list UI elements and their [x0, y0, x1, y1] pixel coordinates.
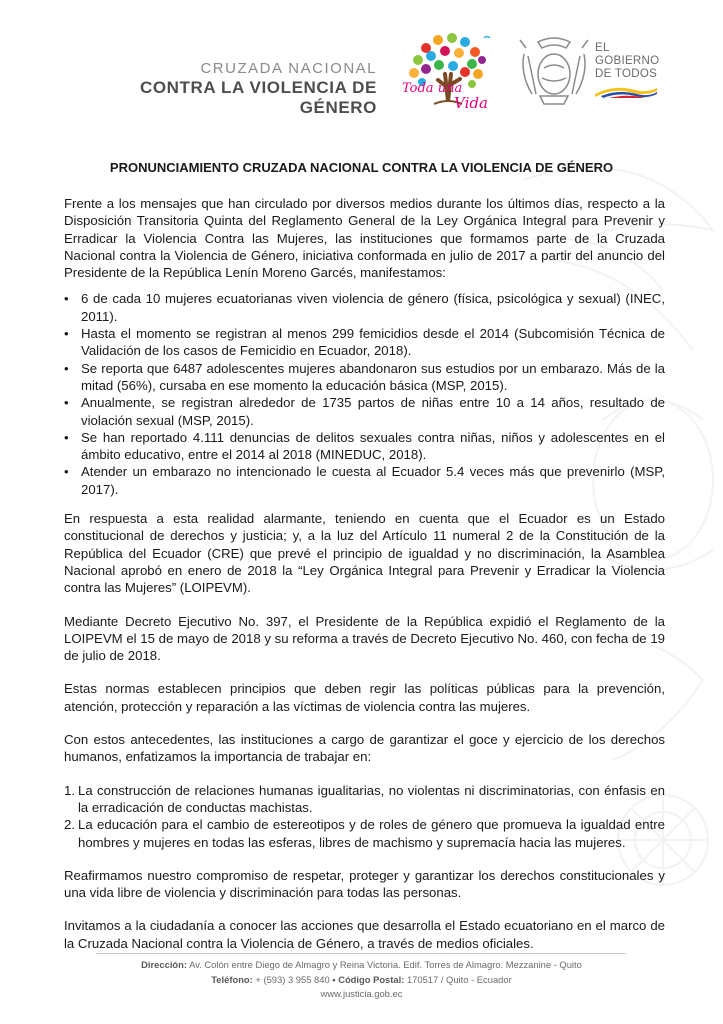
list-item: • 6 de cada 10 mujeres ecuatorianas viven violencia de género (física, psicológica y sexual) (INEC, 2011).: [64, 290, 665, 325]
postal-text: 170517 / Quito - Ecuador: [406, 973, 512, 985]
gov-line-2: GOBIERNO: [595, 55, 660, 67]
decree-paragraph: Mediante Decreto Ejecutivo No. 397, el Presidente de la República expidió el Reglamento de la LOIPEVM el 15 de mayo de 2018 y su reforma a través de Decreto Ejecutivo No. 460, con fecha de 19 de julio de 2018.: [64, 613, 665, 664]
toda-una-vida-logo: [398, 26, 498, 116]
list-item: • Se han reportado 4.111 denuncias de delitos sexuales contra niñas, niños y adolescentes en el ámbito educativo, entre el 2014 al 2018 (MINEDUC, 2018).: [64, 429, 665, 464]
statistics-list: [64, 290, 665, 498]
footer-website[interactable]: www.justicia.gob.ec: [320, 988, 403, 999]
list-item: • Se reporta que 6487 adolescentes mujeres abandonaron sus estudios por un embarazo. Más de la mitad (56%), cursaba en ese momento la educación básica (MSP, 2015).: [64, 360, 665, 395]
antecedents-paragraph: Con estos antecedentes, las instituciones a cargo de garantizar el goce y ejercicio de los derechos humanos, enfatizamos la importancia de trabajar en:: [64, 732, 665, 765]
list-item: • Atender un embarazo no intencionado le cuesta al Ecuador 5.4 veces más que prevenirlo (MSP, 2017).: [64, 463, 665, 498]
invite-paragraph: Invitamos a la ciudadanía a conocer las acciones que desarrolla el Estado ecuatoriano en el marco de la Cruzada Nacional contra la Violencia de Género, a través de medios oficiales.: [64, 918, 665, 951]
page-title: PRONUNCIAMIENTO CRUZADA NACIONAL CONTRA LA VIOLENCIA DE GÉNERO: [109, 160, 614, 175]
flag-ribbon-icon: [595, 86, 657, 98]
reaffirm-paragraph: Reafirmamos nuestro compromiso de respetar, proteger y garantizar los derechos constitucionales y una vida libre de violencia y discriminación para todas las personas.: [64, 867, 665, 901]
footer-address-line: [60, 958, 663, 973]
cruzada-brand: [112, 60, 377, 118]
footer-contact-line: [60, 973, 663, 988]
phone-text: + (593) 3 955 840: [255, 973, 330, 985]
page-footer: [60, 958, 663, 1002]
footer-separator: •: [332, 973, 336, 985]
brand-line-1: CRUZADA NACIONAL: [200, 60, 377, 77]
response-paragraph: En respuesta a esta realidad alarmante, teniendo en cuenta que el Ecuador es un Estado constitucional de derechos y justicia; y, a la luz del Artículo 11 numeral 2 de la Constitución de la República del Ecuador (CRE) que prevé el principio de igualdad y no discriminación, la Asamblea Nacional aprobó en enero de 2018 la “Ley Orgánica Integral para Prevenir y Erradicar la Violencia contra las Mujeres” (LOIPEVM).: [64, 511, 665, 596]
list-item-text: La construcción de relaciones humanas igualitarias, no violentas ni discriminatorias, con énfasis en la erradicación de conductas machistas.: [78, 782, 665, 815]
list-number: 2.: [64, 817, 75, 833]
list-item: • Hasta el momento se registran al menos 299 femicidios desde el 2014 (Subcomisión Técnica de Validación de los casos de Femicidio en Ecuador, 2018).: [64, 325, 665, 360]
logo-text-vida: Vida: [454, 94, 488, 112]
document-body: [64, 195, 665, 968]
address-label: Dirección:: [141, 959, 188, 970]
brand-line-2: CONTRA LA VIOLENCIA DE GÉNERO: [139, 78, 377, 117]
address-text: Av. Colón entre Diego de Almagro y Reina Victoria. Edif. Torres de Almagro. Mezzanine - Quito: [189, 959, 582, 970]
ecuador-coat-of-arms-icon: [518, 34, 590, 110]
logo-text-toda-una: Toda una: [402, 81, 463, 96]
postal-label: Código Postal:: [338, 973, 405, 985]
gov-line-1: EL: [595, 42, 610, 54]
intro-paragraph: Frente a los mensajes que han circulado por diversos medios durante los últimos días, respecto a la Disposición Transitoria Quinta del Reglamento General de la Ley Orgánica Integral para Prevenir y Erradicar la Violencia Contra las Mujeres, las instituciones que formamos parte de la Cruzada Nacional contra la Violencia de Género, iniciativa conformada en julio de 2017 a partir del anuncio del Presidente de la República Lenín Moreno Garcés, manifestamos:: [64, 196, 665, 281]
priorities-list: [64, 782, 665, 851]
list-item: [64, 816, 665, 851]
list-number: 1.: [64, 782, 75, 798]
gov-line-3: DE TODOS: [595, 68, 658, 80]
norms-paragraph: Estas normas establecen principios que deben regir las políticas públicas para la prevención, atención, protección y reparación a las víctimas de violencia contra las mujeres.: [64, 681, 665, 714]
list-item: • Anualmente, se registran alrededor de 1735 partos de niñas entre 10 a 14 años, resultado de violación sexual (MSP, 2015).: [64, 394, 665, 429]
list-item: [64, 782, 665, 817]
footer-divider: [96, 953, 626, 954]
phone-label: Teléfono:: [211, 973, 253, 985]
gobierno-de-todos-logo: [595, 42, 675, 103]
list-item-text: La educación para el cambio de estereotipos y de roles de género que promueva la igualdad entre hombres y mujeres en todas las esferas, libres de machismo y supremacía hacia las mujeres.: [78, 817, 665, 850]
